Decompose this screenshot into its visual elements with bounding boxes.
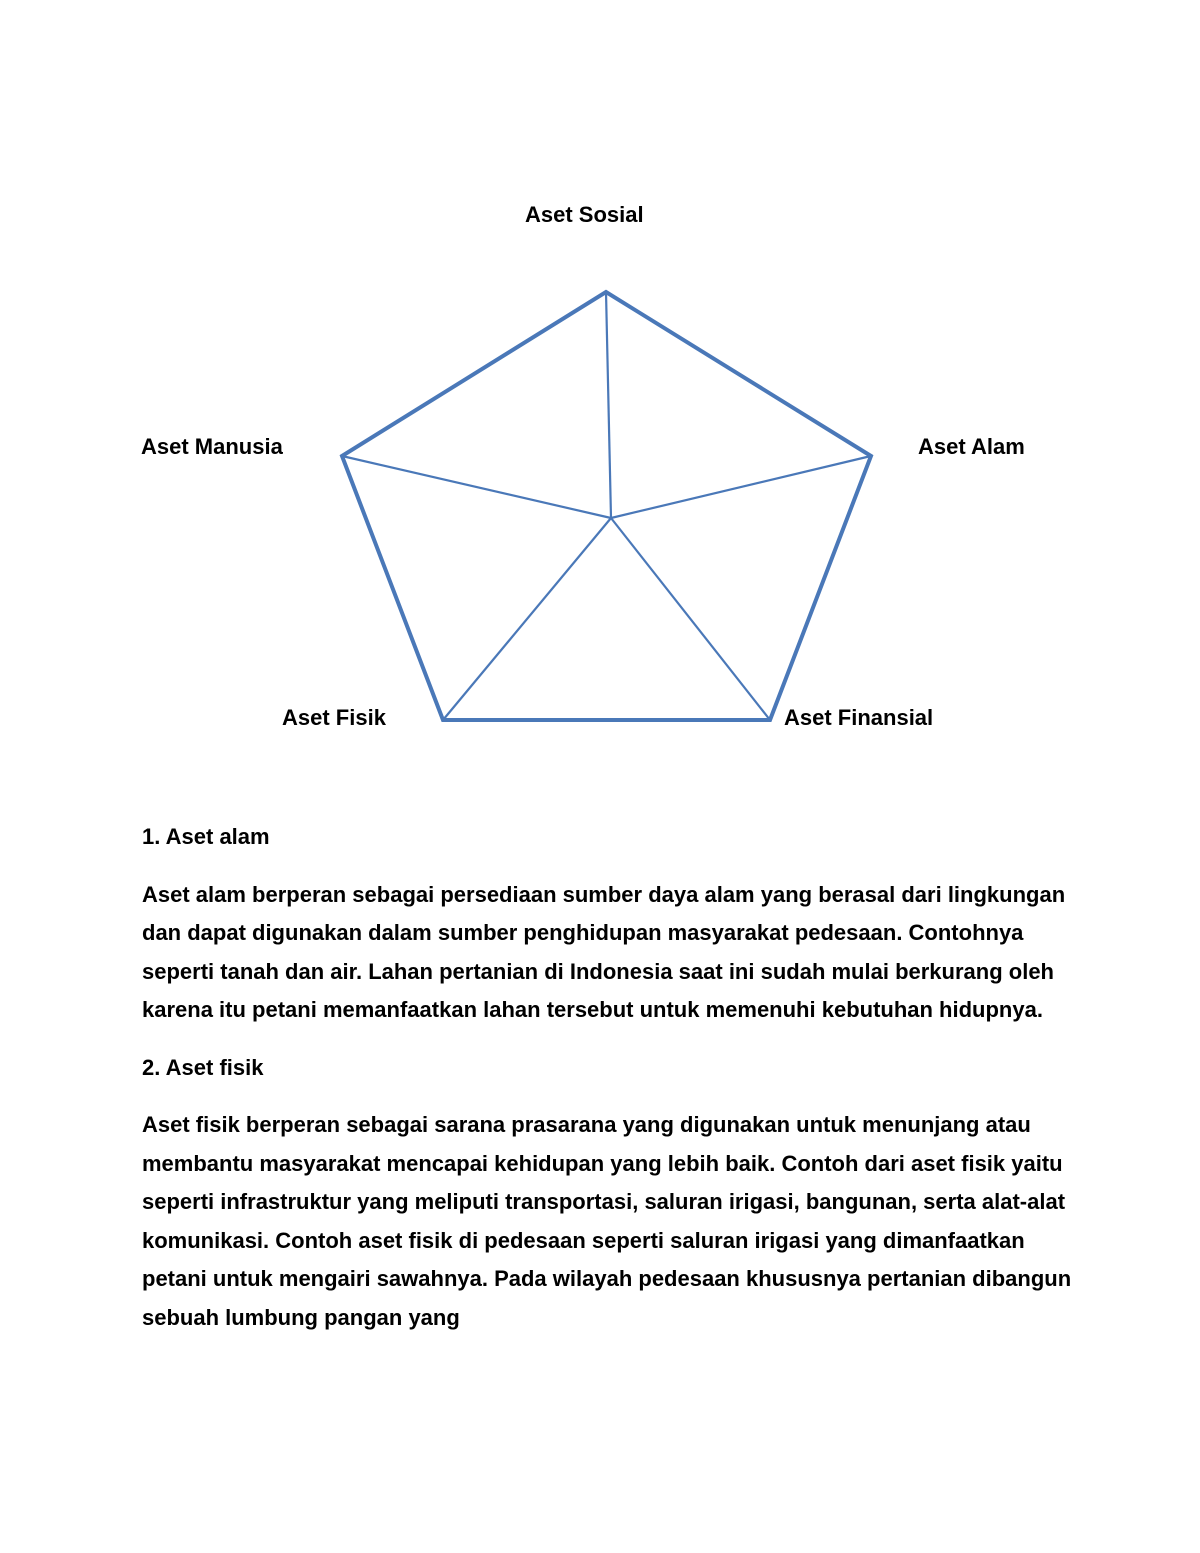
label-aset-alam: Aset Alam bbox=[918, 434, 1025, 459]
section-heading-aset-fisik: 2. Aset fisik bbox=[142, 1054, 264, 1080]
spoke-fisik bbox=[443, 518, 611, 720]
section-body-aset-fisik: Aset fisik berperan sebagai sarana prasarana yang digunakan untuk menunjang atau membantu masyarakat mencapai kehidupan yang lebih baik. Contoh dari aset fisik yaitu seperti infrastruktur yang meliputi transportasi, saluran irigasi, bangunan, serta alat-alat komunikasi. Contoh aset fisik di pedesaan seperti saluran irigasi yang dimanfaatkan petani untuk mengairi sawahnya. Pada wilayah pedesaan khususnya pertanian dibangun sebuah lumbung pangan yang bbox=[142, 1112, 1072, 1330]
label-aset-sosial: Aset Sosial bbox=[525, 202, 644, 227]
document-body bbox=[142, 818, 1072, 1356]
spoke-alam bbox=[611, 456, 871, 518]
label-aset-fisik: Aset Fisik bbox=[282, 705, 386, 730]
label-aset-manusia: Aset Manusia bbox=[141, 434, 283, 459]
spoke-manusia bbox=[342, 456, 611, 518]
spoke-finansial bbox=[611, 518, 770, 720]
section-body-aset-alam: Aset alam berperan sebagai persediaan sumber daya alam yang berasal dari lingkungan dan dapat digunakan dalam sumber penghidupan masyarakat pedesaan. Contohnya seperti tanah dan air. Lahan pertanian di Indonesia saat ini sudah mulai berkurang oleh karena itu petani memanfaatkan lahan tersebut untuk memenuhi kebutuhan hidupnya. bbox=[142, 881, 1066, 1022]
section-heading-aset-alam: 1. Aset alam bbox=[142, 824, 270, 849]
label-aset-finansial: Aset Finansial bbox=[784, 705, 934, 730]
spoke-sosial bbox=[606, 292, 611, 518]
